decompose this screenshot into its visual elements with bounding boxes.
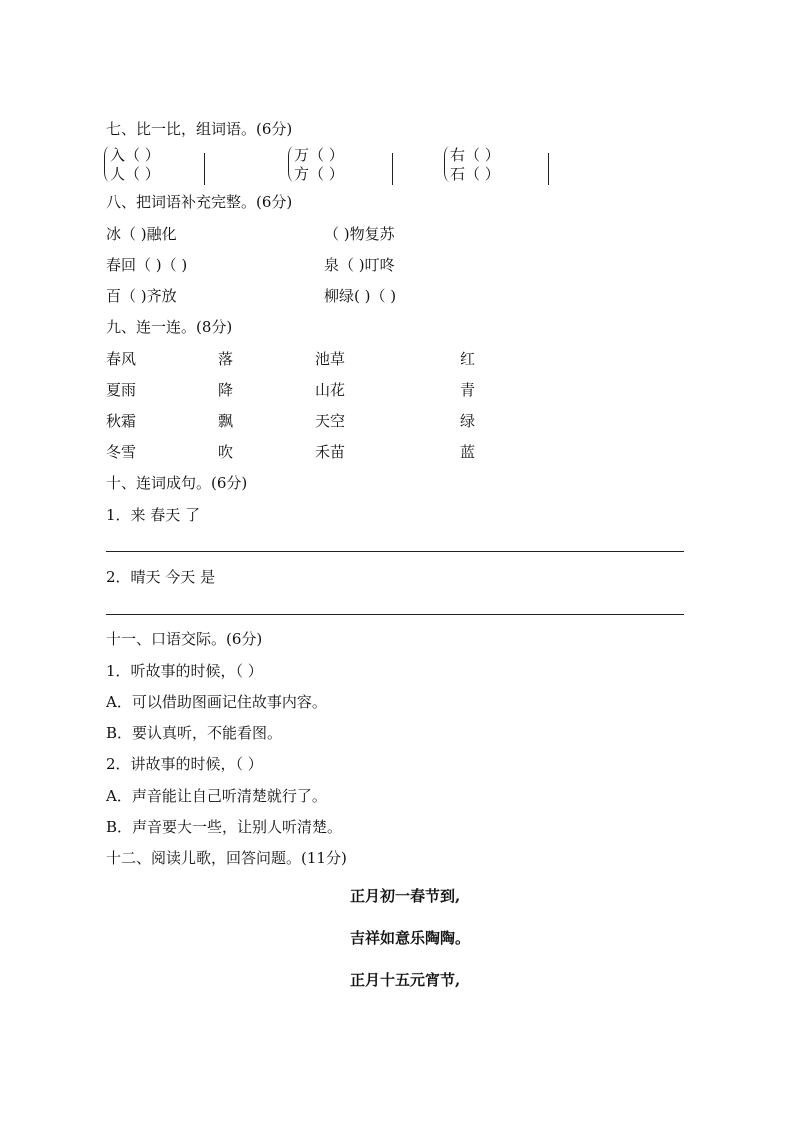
match-col2-item: 落 — [218, 350, 234, 368]
match-col2-item: 飘 — [218, 412, 234, 430]
section-8-heading: 八、把词语补充完整。(6分) — [106, 193, 293, 211]
match-col1-item: 夏雨 — [106, 381, 137, 399]
sentence-item-1: 1．来 春天 了 — [106, 506, 201, 524]
match-col2-item: 吹 — [218, 443, 234, 461]
option-2b: B．声音要大一些，让别人听清楚。 — [106, 818, 343, 836]
match-col3-item: 山花 — [315, 381, 346, 399]
poem-line-1: 正月初一春节到, — [350, 887, 461, 905]
match-col4-item: 蓝 — [460, 443, 476, 461]
fill-item-4: 泉（ )叮咚 — [324, 256, 395, 274]
pair-1-right-bar — [204, 153, 205, 185]
match-col1-item: 秋霜 — [106, 412, 137, 430]
fill-item-3: 春回（ )（ ) — [106, 256, 188, 274]
match-col3-item: 天空 — [315, 412, 346, 430]
match-col1-item: 冬雪 — [106, 443, 137, 461]
sentence-item-2: 2．晴天 今天 是 — [106, 568, 216, 586]
section-11-heading: 十一、口语交际。(6分) — [106, 630, 263, 648]
match-col4-item: 红 — [460, 350, 476, 368]
match-col1-item: 春风 — [106, 350, 137, 368]
match-col4-item: 绿 — [460, 412, 476, 430]
section-10-heading: 十、连词成句。(6分) — [106, 474, 248, 492]
pair-2-bottom: 方（ ） — [294, 165, 344, 183]
pair-1-bottom: 人（ ） — [110, 165, 160, 183]
section-7-heading: 七、比一比，组词语。(6分) — [106, 120, 293, 138]
fill-item-1: 冰（ )融化 — [106, 225, 177, 243]
match-col3-item: 池草 — [315, 350, 346, 368]
pair-2-right-bar — [392, 153, 393, 185]
match-col3-item: 禾苗 — [315, 443, 346, 461]
poem-line-3: 正月十五元宵节, — [350, 971, 461, 989]
pair-3-top: 右（ ） — [450, 146, 500, 164]
question-1: 1．听故事的时候，（ ） — [106, 662, 263, 680]
pair-3-right-bar — [548, 153, 549, 185]
fill-item-5: 百（ )齐放 — [106, 287, 177, 305]
option-1b: B．要认真听，不能看图。 — [106, 724, 283, 742]
pair-2-top: 万（ ） — [294, 146, 344, 164]
answer-line-1 — [106, 551, 684, 552]
option-2a: A．声音能让自己听清楚就行了。 — [106, 787, 327, 805]
fill-item-6: 柳绿( )（ ) — [324, 287, 397, 305]
section-9-heading: 九、连一连。(8分) — [106, 318, 233, 336]
option-1a: A．可以借助图画记住故事内容。 — [106, 693, 327, 711]
match-col4-item: 青 — [460, 381, 476, 399]
pair-1-top: 入（ ） — [110, 146, 160, 164]
section-12-heading: 十二、阅读儿歌，回答问题。(11分) — [106, 849, 347, 867]
question-2: 2．讲故事的时候，（ ） — [106, 755, 263, 773]
poem-line-2: 吉祥如意乐陶陶。 — [350, 929, 471, 947]
pair-3-bottom: 石（ ） — [450, 165, 500, 183]
answer-line-2 — [106, 614, 684, 615]
fill-item-2: （ )物复苏 — [324, 225, 395, 243]
match-col2-item: 降 — [218, 381, 234, 399]
